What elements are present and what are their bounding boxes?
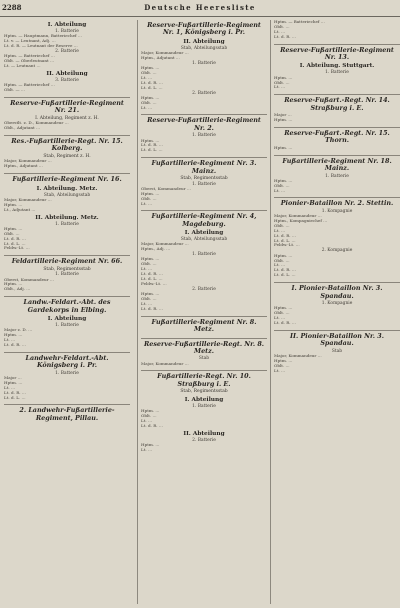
section-title: Reserve-Fußartillerie-Regiment Nr. 2. <box>147 116 261 132</box>
roster-line: Oblt. … <box>274 24 290 29</box>
section-divider <box>274 44 400 45</box>
roster-line: Lt. d. R. … <box>4 343 26 348</box>
roster-line: Hptm. … <box>4 226 23 231</box>
section <box>274 127 400 151</box>
section-divider <box>274 330 400 331</box>
roster-line: Hptm. — Hauptmann, Batteriechef … <box>4 34 82 39</box>
unit-subtitle: 1. Batterie <box>55 272 79 278</box>
section-title: Res.-Fußartillerie-Regt. Nr. 15. Kolberg. <box>11 137 123 153</box>
page-number: 2288 <box>2 3 22 12</box>
roster-line: Hptm. … <box>274 178 293 183</box>
section <box>141 22 267 110</box>
roster-line: Lt. … <box>141 201 153 206</box>
unit-subtitle: Stab, Abteilungsstab <box>43 192 91 198</box>
roster-line: Hptm. … <box>274 253 293 258</box>
section-subtitle: I. Abteilung, Regiment z. H. <box>35 115 99 121</box>
roster-line: Hptm. … <box>4 202 23 207</box>
section <box>4 352 130 401</box>
section-divider <box>141 210 267 211</box>
section-divider <box>141 316 267 317</box>
roster-line: Hptm. — Batteriechef … <box>274 20 325 24</box>
section <box>141 114 267 153</box>
unit-title: II. Abteilung <box>183 430 225 437</box>
unit-subtitle: 1. Batterie <box>55 221 79 227</box>
section-title: Landw.-Feldart.-Abt. des Gardekorps in Elbing. <box>23 298 111 314</box>
unit-subtitle: 1. Batterie <box>55 370 79 376</box>
roster-line: Lt. … <box>274 188 286 193</box>
roster-line: Lt. d. L. … <box>274 238 296 243</box>
roster-line: Lt. d. R. … <box>141 423 163 428</box>
section <box>141 157 267 206</box>
roster-line: Lt. … <box>141 267 153 272</box>
unit-subtitle: 1. Batterie <box>192 181 216 187</box>
roster-line: Oblt. … <box>141 70 157 75</box>
roster-line: Lt. d. R. … <box>141 143 163 148</box>
roster-line: Lt. d. R. — Leutnant der Reserve … <box>4 44 78 49</box>
roster-line: Lt. d. R. … <box>4 236 26 241</box>
roster-line: Oblt. … <box>141 414 157 418</box>
unit-title: I. Abteilung. Stuttgart. <box>299 63 375 70</box>
section-divider <box>274 155 400 156</box>
roster-line: Oblt. … <box>141 297 157 302</box>
section-title: Reserve-Fußart.-Regt. Nr. 14. Straßburg i. E. <box>284 96 390 112</box>
roster-line: Major, Kommandeur … <box>141 361 189 366</box>
roster-line: Lt. … <box>141 301 153 306</box>
unit-subtitle: 1. Batterie <box>192 133 216 139</box>
roster-line: Hptm., Adjutant … <box>4 164 43 169</box>
unit-title: I. Abteilung <box>47 316 87 323</box>
roster-line: Major, Kommandeur … <box>4 197 52 202</box>
section-title: II. Pionier-Bataillon Nr. 3. Spandau. <box>290 331 384 348</box>
roster-line: Lt. … <box>274 228 286 233</box>
section-divider <box>4 173 130 174</box>
section-subtitle: Stab, Regimentsstab <box>43 266 91 272</box>
unit-subtitle: 2. Batterie <box>55 48 79 54</box>
section-divider <box>141 338 267 339</box>
roster-line: Major, Kommandeur … <box>274 353 322 358</box>
roster-line: Hptm., Adjutant … <box>141 55 180 60</box>
column-2 <box>137 20 267 604</box>
roster-line: Hptm. … <box>274 306 293 311</box>
roster-line: Oblt. … <box>141 262 157 267</box>
unit-subtitle: 1. Batterie <box>55 29 79 34</box>
unit-subtitle: Stab, Abteilungsstab <box>180 45 228 51</box>
roster-line: Lt. d. R. … <box>4 390 26 395</box>
section-divider <box>274 282 400 283</box>
unit-subtitle: Stab, Abteilungsstab <box>180 237 228 243</box>
section-title: Fußartillerie-Regt. Nr. 10. Straßburg i. E. <box>157 372 251 388</box>
section-title: Reserve-Fußartillerie-Regt. Nr. 8. Metz. <box>143 339 265 355</box>
unit-subtitle: 1. Kompagnie <box>321 208 353 214</box>
section-divider <box>4 404 130 405</box>
unit-subtitle: 2. Batterie <box>192 90 216 96</box>
roster-line: Hptm. … <box>141 66 160 71</box>
unit-subtitle: 1. Batterie <box>192 252 216 258</box>
roster-line: Oberstlt. z. D., Kommandeur … <box>4 121 69 126</box>
unit-subtitle: 1. Batterie <box>325 173 349 179</box>
section-title: I. Pionier-Bataillon Nr. 3. Spandau. <box>291 284 383 300</box>
section <box>274 155 400 194</box>
roster-line: Oberst, Kommandeur … <box>141 186 191 191</box>
roster-line: Lt. … <box>274 29 286 34</box>
unit-title: II. Abteilung <box>46 70 88 77</box>
section-title: Feldartillerie-Regiment Nr. 66. <box>11 257 123 266</box>
running-title: Deutsche Heeresliste <box>144 3 256 12</box>
section <box>141 210 267 311</box>
section-divider <box>274 197 400 198</box>
roster-line: Major, Kommandeur … <box>274 214 322 219</box>
section-subtitle: Stab, Regimentsstab <box>180 176 228 182</box>
section-divider <box>274 94 400 95</box>
roster-line: Hptm. … <box>141 191 160 196</box>
section-divider <box>4 97 130 98</box>
section <box>4 404 130 422</box>
roster-line: Oblt., Adj. … <box>4 287 31 292</box>
section-title: Pionier-Bataillon Nr. 2. Stettin. <box>280 199 394 208</box>
section <box>274 330 400 374</box>
roster-line: Hptm. … <box>141 409 160 414</box>
roster-line: Lt. d. L. … <box>141 148 163 153</box>
unit-subtitle: Stab <box>331 348 343 354</box>
unit-title: I. Abteilung <box>47 22 87 28</box>
roster-line: Major, Kommandeur … <box>4 159 52 164</box>
unit-title: II. Abteilung. Metz. <box>35 214 99 221</box>
roster-line: Oblt. — Oberleutnant … <box>4 59 55 64</box>
section-title: Landwehr-Feldart.-Abt. Königsberg i. Pr. <box>25 353 109 370</box>
unit-subtitle: 2. Batterie <box>192 286 216 292</box>
section-title: Reserve-Fußartillerie-Regiment Nr. 13. <box>280 45 394 62</box>
roster-line: Lt. — Leutnant … <box>4 63 41 68</box>
roster-line: Lt. … <box>4 385 16 390</box>
unit-subtitle: 1. Batterie <box>192 403 216 409</box>
section <box>4 97 130 131</box>
roster-line: Oblt. … <box>4 231 20 236</box>
roster-line: Hptm. … <box>274 75 293 80</box>
unit-subtitle: 1. Kompagnie <box>321 300 353 306</box>
roster-line: Hptm., Adj. … <box>141 247 171 252</box>
section-title: Reserve-Fußart.-Regt. Nr. 15. Thorn. <box>284 128 390 145</box>
roster-line: Major, Kommandeur … <box>141 242 189 247</box>
roster-line: Lt. … <box>4 338 16 343</box>
section-title: Fußartillerie-Regiment Nr. 3. Mainz. <box>151 159 257 175</box>
section-title: Fußartillerie-Regiment Nr. 16. <box>12 175 122 184</box>
section-divider <box>4 135 130 136</box>
unit-title: II. Abteilung <box>183 38 225 45</box>
page-header <box>0 0 400 17</box>
section-title: 2. Landwehr-Fußartillerie-Regiment, Pillau. <box>19 406 115 422</box>
roster-line: Hptm. … <box>4 333 23 338</box>
roster-line: Hptm. … <box>4 380 23 385</box>
roster-line: Lt. d. L. … <box>4 395 26 400</box>
roster-line: Hptm. … <box>141 138 160 143</box>
roster-line: Hptm. … <box>274 145 293 150</box>
roster-line: Major, Kommandeur … <box>141 51 189 56</box>
roster-line: Oblt. … <box>274 363 290 368</box>
section <box>274 44 400 91</box>
section-divider <box>141 114 267 115</box>
section-title: Reserve-Fußartillerie-Regiment Nr. 21. <box>10 98 124 115</box>
roster-line: Lt. … <box>274 315 286 320</box>
section-divider <box>274 127 400 128</box>
section <box>141 316 267 334</box>
roster-line: Lt. … <box>141 105 153 110</box>
roster-line: Lt. … <box>141 75 153 80</box>
unit-subtitle: 2. Batterie <box>192 437 216 443</box>
roster-line: Feldw.-Lt. … <box>4 246 30 251</box>
roster-line: Lt. … <box>274 368 286 373</box>
section <box>4 135 130 169</box>
section <box>141 370 267 452</box>
section <box>274 20 400 40</box>
column-1 <box>4 20 130 604</box>
roster-line: Lt. … <box>141 418 153 423</box>
roster-line: Major … <box>274 113 292 118</box>
section-divider <box>4 352 130 353</box>
roster-line: Hptm. … <box>141 292 160 297</box>
unit-title: I. Abteilung <box>184 396 224 403</box>
unit-subtitle: Stab <box>198 356 210 362</box>
section <box>4 255 130 292</box>
roster-line: Major z. D. … <box>4 328 33 333</box>
roster-line: Oblt. … <box>141 100 157 105</box>
roster-line: Hptm. … <box>4 282 23 287</box>
section-subtitle: Stab, Regimentsstab <box>180 389 228 395</box>
section-title: Fußartillerie-Regiment Nr. 8. Metz. <box>151 317 257 334</box>
roster-line: Lt. d. R. … <box>274 233 296 238</box>
roster-line: Feldw.-Lt. … <box>274 243 300 248</box>
section <box>4 173 130 251</box>
section <box>274 197 400 278</box>
section-divider <box>4 255 130 256</box>
roster-line: Lt. v. — Leutnant, Adj. … <box>4 39 56 44</box>
roster-line: Hptm. … <box>274 358 293 363</box>
roster-line: Lt. d. R. … <box>274 268 296 273</box>
roster-line: Lt. d. R. … <box>141 80 163 85</box>
roster-line: Oblt. … <box>274 311 290 316</box>
section <box>274 282 400 326</box>
roster-line: Oberst, Kommandeur … <box>4 277 54 282</box>
unit-subtitle: 1. Batterie <box>192 60 216 66</box>
roster-line: Feldw.-Lt. … <box>141 282 167 287</box>
roster-line: Oblt. … <box>141 196 157 201</box>
roster-line: Hptm. … <box>141 442 160 447</box>
roster-line: Major … <box>4 375 22 380</box>
roster-line: Hptm. … <box>274 118 293 123</box>
roster-line: Hptm. … <box>141 95 160 100</box>
roster-line: Lt. d. R. … <box>274 34 296 39</box>
roster-line: Oblt. … <box>274 183 290 188</box>
unit-subtitle: 1. Batterie <box>325 70 349 76</box>
roster-line: Hptm., Kompagniechef … <box>274 218 328 223</box>
roster-line: Lt. d. L. … <box>274 273 296 278</box>
roster-line: Hptm. — Batteriechef … <box>4 54 55 59</box>
unit-subtitle: 2. Kompagnie <box>321 248 353 254</box>
section <box>4 296 130 348</box>
section-subtitle: Stab, Regiment z. H. <box>43 153 91 159</box>
roster-line: Lt. d. L. … <box>141 277 163 282</box>
section-title: Fußartillerie-Regiment Nr. 18. Mainz. <box>282 156 392 173</box>
roster-line: Lt. d. L. … <box>141 85 163 90</box>
section-divider <box>141 370 267 371</box>
roster-line: Lt. d. R. … <box>141 272 163 277</box>
unit-subtitle: 3. Batterie <box>55 77 79 83</box>
roster-line: Oblt. … <box>274 258 290 263</box>
section-title: Reserve-Fußartillerie-Regiment Nr. 1, Königsberg i. Pr. <box>147 21 261 37</box>
unit-title: I. Abteilung <box>184 230 224 237</box>
roster-line: Oblt. — … <box>4 87 26 92</box>
section-divider <box>141 157 267 158</box>
roster-line: Lt. … <box>141 447 153 452</box>
roster-line: Lt. d. R. … <box>274 320 296 325</box>
unit-subtitle: 1. Batterie <box>55 323 79 329</box>
roster-line: Lt. … <box>274 263 286 268</box>
unit-title: I. Abteilung. Metz. <box>36 185 98 192</box>
column-3 <box>270 20 400 604</box>
roster-line: Hptm. … <box>141 257 160 262</box>
roster-line: Oblt., Adjutant … <box>4 126 41 131</box>
section <box>141 338 267 367</box>
section-title: Fußartillerie-Regiment Nr. 4, Magdeburg. <box>151 212 257 228</box>
roster-line: Oblt. … <box>274 223 290 228</box>
roster-line: Lt., Adjutant … <box>4 207 36 212</box>
roster-line: Hptm. — Batteriechef … <box>4 83 55 88</box>
section-divider <box>4 296 130 297</box>
section <box>4 22 130 93</box>
roster-line: Lt. d. R. … <box>141 306 163 311</box>
section <box>274 94 400 123</box>
roster-line: Oblt. … <box>274 80 290 85</box>
roster-line: Lt. d. L. … <box>4 241 26 246</box>
roster-line: Lt. … <box>274 85 286 90</box>
